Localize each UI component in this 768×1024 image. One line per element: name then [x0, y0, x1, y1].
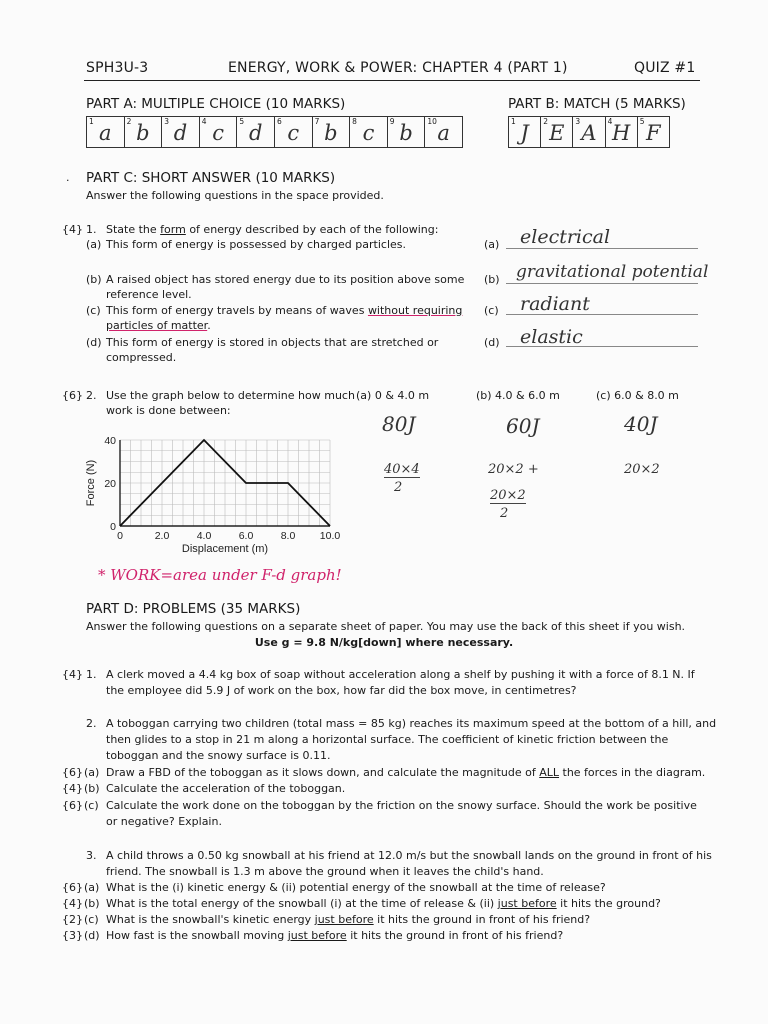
part-d-title: PART D: PROBLEMS (35 MARKS) — [86, 601, 301, 617]
part-b-box-answer: F — [646, 121, 661, 145]
part-a-box-2 — [125, 117, 163, 147]
q2b-work-denominator: 2 — [500, 506, 509, 521]
q1-stem: State the form of energy described by each of the following: — [106, 223, 439, 236]
p2c-text-2: or negative? Explain. — [106, 815, 222, 828]
p2-text-2: then glides to a stop in 21 m along a horizontal surface. The coefficient of kinetic friction between the — [106, 733, 669, 746]
force-displacement-chart — [82, 432, 352, 562]
p3-text-2: friend. The snowball is 1.3 m above the ground when it leaves the child's hand. — [106, 865, 544, 878]
q1b-answer: gravitational potential — [516, 262, 709, 282]
work-area-note: * WORK=area under F-d graph! — [98, 566, 342, 584]
part-b-box-number: 1 — [511, 117, 516, 126]
q1a-answer: electrical — [520, 226, 611, 248]
q1c-answer-label: (c) — [484, 304, 499, 317]
q1a-answer-line — [506, 248, 698, 249]
part-a-box-answer: c — [287, 121, 300, 145]
part-a-box-number: 7 — [314, 117, 320, 126]
part-a-box-answer: b — [136, 121, 150, 145]
p3-number: 3. — [86, 849, 97, 862]
part-b-title: PART B: MATCH (5 MARKS) — [508, 96, 686, 112]
part-a-box-number: 8 — [352, 117, 357, 126]
y-tick-label: 0 — [110, 521, 116, 533]
part-a-box-number: 5 — [239, 117, 245, 126]
part-b-box-4 — [606, 117, 638, 147]
q1a-label: (a) — [86, 238, 102, 251]
q1-number: 1. — [86, 223, 97, 236]
part-b-box-answer: J — [520, 121, 529, 145]
q2c-work: 20×2 — [624, 462, 660, 477]
part-a-box-answer: b — [324, 121, 338, 145]
x-tick-label: 10.0 — [319, 530, 341, 542]
p3a-label: (a) — [84, 881, 100, 894]
p3a-text: What is the (i) kinetic energy & (ii) potential energy of the snowball at the time of release? — [106, 881, 606, 894]
q1b-label: (b) — [86, 273, 102, 286]
p2b-marks: {4} — [62, 782, 83, 795]
x-axis-label: Displacement (m) — [181, 543, 269, 555]
q2b-label: (b) 4.0 & 6.0 m — [476, 389, 560, 402]
q2-number: 2. — [86, 389, 97, 402]
part-a-box-number: 9 — [389, 117, 395, 126]
part-d-instruction: Answer the following questions on a separate sheet of paper. You may use the back of this sheet if you wish. — [86, 620, 686, 633]
q2-text-2: work is done between: — [106, 404, 231, 417]
q2b-work-numerator: 20×2 — [490, 488, 526, 503]
y-axis-label: Force (N) — [85, 459, 97, 507]
part-a-box-answer: a — [99, 121, 112, 145]
q1b-text-1: A raised object has stored energy due to its position above some — [106, 273, 465, 286]
part-a-box-1 — [87, 117, 125, 147]
q2-marks: {6} — [62, 389, 83, 402]
x-tick-label: 6.0 — [238, 530, 254, 542]
p2a-marks: {6} — [62, 766, 83, 779]
part-a-box-4 — [200, 117, 238, 147]
course-code: SPH3U-3 — [86, 60, 149, 76]
p3d-text: How fast is the snowball moving just before it hits the ground in front of his friend? — [106, 929, 564, 942]
x-tick-label: 4.0 — [196, 530, 212, 542]
part-a-box-6 — [275, 117, 313, 147]
p2c-text-1: Calculate the work done on the toboggan by the friction on the snowy surface. Should the work be positive — [106, 799, 697, 812]
x-tick-label: 2.0 — [154, 530, 170, 542]
q1b-text-2: reference level. — [106, 288, 192, 301]
q1d-answer-label: (d) — [484, 336, 500, 349]
part-a-box-answer: d — [173, 121, 188, 145]
p1-number: 1. — [86, 668, 97, 681]
q1d-answer-line — [506, 346, 698, 347]
part-a-box-answer: a — [437, 121, 450, 145]
q2a-work-denominator: 2 — [394, 480, 403, 495]
quiz-number: QUIZ #1 — [634, 60, 696, 76]
p2-number: 2. — [86, 717, 97, 730]
part-b-box-answer: H — [611, 121, 631, 145]
p2-text-3: toboggan and the snowy surface is 0.11. — [106, 749, 331, 762]
q1d-label: (d) — [86, 336, 102, 349]
part-c-instruction: Answer the following questions in the space provided. — [86, 189, 384, 202]
part-a-box-5 — [237, 117, 275, 147]
header-rule — [84, 80, 700, 81]
part-a-box-8 — [350, 117, 388, 147]
p3c-text: What is the snowball's kinetic energy just before it hits the ground in front of his friend? — [106, 913, 591, 926]
p3d-label: (d) — [84, 929, 100, 942]
p1-marks: {4} — [62, 668, 83, 681]
p2c-label: (c) — [84, 799, 99, 812]
p3a-marks: {6} — [62, 881, 83, 894]
bullet-mark: · — [66, 174, 70, 187]
part-a-box-number: 10 — [427, 117, 437, 126]
x-tick-label: 8.0 — [280, 530, 296, 542]
part-a-box-answer: b — [399, 121, 413, 145]
part-b-box-2 — [541, 117, 573, 147]
p1-text-2: the employee did 5.9 J of work on the box, how far did the box move, in centimetres? — [106, 684, 577, 697]
q1c-answer-line — [506, 314, 698, 315]
q1c-text-1: This form of energy travels by means of waves without requiring — [106, 304, 463, 317]
q2a-label: (a) 0 & 4.0 m — [356, 389, 430, 402]
p2a-label: (a) — [84, 766, 100, 779]
part-a-box-answer: c — [212, 121, 224, 145]
quiz-title: ENERGY, WORK & POWER: CHAPTER 4 (PART 1) — [228, 60, 568, 76]
x-tick-label: 0 — [117, 530, 123, 542]
q1d-text-2: compressed. — [106, 351, 177, 364]
q1c-text-2: particles of matter. — [106, 319, 211, 332]
part-a-box-number: 2 — [126, 117, 132, 126]
part-b-box-number: 4 — [607, 117, 613, 126]
part-b-box-3 — [573, 117, 605, 147]
part-a-box-answer: c — [362, 121, 375, 145]
q2a-work-numerator: 40×4 — [384, 462, 420, 477]
q2c-answer: 40J — [624, 412, 658, 436]
part-a-box-number: 3 — [164, 117, 169, 126]
part-a-box-3 — [162, 117, 200, 147]
q2c-label: (c) 6.0 & 8.0 m — [596, 389, 679, 402]
part-a-box-9 — [388, 117, 426, 147]
q2b-work-1: 20×2 + — [488, 462, 539, 477]
p3d-marks: {3} — [62, 929, 83, 942]
part-a-title: PART A: MULTIPLE CHOICE (10 MARKS) — [86, 96, 346, 112]
part-a-box-number: 6 — [276, 117, 282, 126]
q1d-answer: elastic — [520, 326, 583, 348]
part-b-box-number: 3 — [575, 117, 581, 126]
q2-text-1: Use the graph below to determine how much — [106, 389, 355, 402]
q1b-answer-line — [506, 283, 698, 284]
part-b-box-1 — [509, 117, 541, 147]
q1b-answer-label: (b) — [484, 273, 500, 286]
part-b-box-answer: E — [549, 121, 565, 145]
q1d-text-1: This form of energy is stored in objects that are stretched or — [106, 336, 439, 349]
p2b-text: Calculate the acceleration of the toboggan. — [106, 782, 346, 795]
part-b-answer-boxes — [508, 116, 670, 148]
q1a-answer-label: (a) — [484, 238, 500, 251]
q1a-text: This form of energy is possessed by charged particles. — [106, 238, 406, 251]
part-b-box-5 — [638, 117, 669, 147]
q2b-answer: 60J — [506, 414, 540, 438]
p2b-label: (b) — [84, 782, 100, 795]
part-a-box-10 — [425, 117, 462, 147]
part-b-box-number: 2 — [543, 117, 548, 126]
p2c-marks: {6} — [62, 799, 83, 812]
p3b-label: (b) — [84, 897, 100, 910]
p2a-text: Draw a FBD of the toboggan as it slows down, and calculate the magnitude of ALL the forces in the diagram. — [106, 766, 706, 779]
part-a-box-number: 1 — [89, 117, 94, 126]
part-a-box-answer: d — [248, 121, 263, 145]
p3c-marks: {2} — [62, 913, 83, 926]
p3-text-1: A child throws a 0.50 kg snowball at his friend at 12.0 m/s but the snowball lands on the ground in front of his — [106, 849, 712, 862]
part-b-box-answer: A — [581, 121, 597, 145]
y-tick-label: 20 — [104, 478, 116, 490]
p3c-label: (c) — [84, 913, 99, 926]
part-a-box-7 — [313, 117, 351, 147]
part-a-box-number: 4 — [201, 117, 207, 126]
q1c-answer: radiant — [520, 293, 590, 315]
part-a-answer-boxes — [86, 116, 463, 148]
gravity-note: Use g = 9.8 N/kg[down] where necessary. — [254, 636, 514, 649]
p3b-text: What is the total energy of the snowball (i) at the time of release & (ii) just before it hits the ground? — [106, 897, 661, 910]
p1-text-1: A clerk moved a 4.4 kg box of soap without acceleration along a shelf by pushing it with a force of 8.1 N. If — [106, 668, 695, 681]
p2-text-1: A toboggan carrying two children (total mass = 85 kg) reaches its maximum speed at the bottom of a hill, and — [106, 717, 717, 730]
p3b-marks: {4} — [62, 897, 83, 910]
q1-marks: {4} — [62, 223, 83, 236]
part-b-box-number: 5 — [639, 117, 645, 126]
q1c-label: (c) — [86, 304, 101, 317]
q2a-answer: 80J — [382, 412, 416, 436]
y-tick-label: 40 — [104, 435, 116, 447]
part-c-title: PART C: SHORT ANSWER (10 MARKS) — [86, 170, 336, 186]
